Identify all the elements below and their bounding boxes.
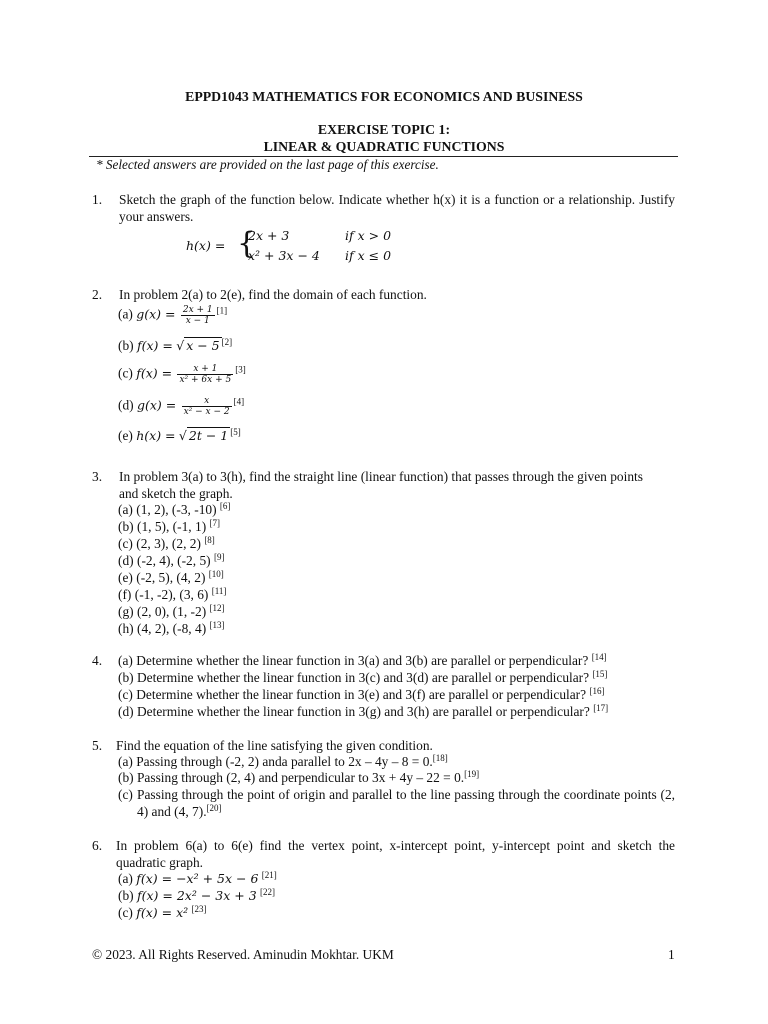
q6-item-text: f(x) = 2x² − 3x + 3 — [136, 888, 257, 903]
q6-item-label: (c) — [118, 905, 133, 920]
q3-item-text: (-2, 5), (4, 2) — [136, 570, 206, 585]
q5-text: Find the equation of the line satisfying the given condition. — [116, 738, 433, 753]
q3-item-text: (2, 3), (2, 2) — [136, 536, 201, 551]
q3-item-ref: [8] — [204, 535, 215, 545]
q2b-ref: [2] — [221, 337, 233, 347]
q1-text: Sketch the graph of the function below. Indicate whether h(x) it is a function or a relationship. Justify your answers. — [119, 192, 675, 224]
q5b-text: Passing through (2, 4) and perpendicular to 3x + 4y – 22 = 0. — [136, 770, 465, 785]
q4-item-ref: [14] — [591, 652, 607, 662]
q2e — [118, 428, 241, 445]
q1-case2-expr: x² + 3x − 4 — [248, 248, 320, 263]
q3-item — [118, 536, 215, 553]
q2a-ref: [1] — [216, 305, 228, 316]
q2b — [118, 338, 232, 355]
q2e-ref: [5] — [230, 427, 241, 437]
q5c-ref: [20] — [206, 802, 222, 813]
q2e-sqrt: √ 2t − 1 — [178, 428, 229, 443]
course-title: EPPD1043 MATHEMATICS FOR ECONOMICS AND BUSINESS — [185, 89, 583, 104]
q2a-fraction — [181, 305, 215, 326]
q4-item-ref: [16] — [589, 686, 605, 696]
q2c-denominator: x² + 6x + 5 — [179, 375, 232, 385]
q6-text: In problem 6(a) to 6(e) find the vertex point, x-intercept point, y-intercept point and sketch the quadratic graph. — [116, 838, 675, 870]
q3-item-ref: [11] — [211, 586, 227, 596]
q5a-label: (a) — [118, 754, 133, 769]
exercise-title: EXERCISE TOPIC 1: — [317, 122, 451, 137]
q3-item-label: (c) — [118, 536, 133, 551]
q2a-numerator: 2x + 1 — [182, 305, 213, 315]
q2a-denominator: x − 1 — [185, 316, 210, 326]
q4-item — [118, 653, 607, 670]
q3-item-ref: [9] — [213, 552, 225, 562]
q3-item — [118, 587, 226, 604]
q3-item — [118, 621, 225, 638]
q1-case1-cond: if x > 0 — [345, 228, 392, 243]
q5a-ref: [18] — [432, 753, 448, 763]
q2b-label: (b) — [118, 338, 134, 353]
q2d-denominator: x² − x − 2 — [183, 407, 230, 417]
q6-number: 6. — [92, 838, 103, 853]
q3-item — [118, 502, 230, 519]
q4-item-text: Determine whether the linear function in 3(a) and 3(b) are parallel or perpendicular? — [136, 653, 589, 668]
q3-item — [118, 553, 224, 570]
q4-item — [118, 704, 608, 721]
q3-text: In problem 3(a) to 3(h), find the straight line (linear function) that passes through the given points and sketch the graph. — [119, 469, 643, 501]
q3-item-label: (d) — [118, 553, 134, 568]
q4-item — [118, 670, 607, 687]
q2d-numerator: x — [182, 396, 232, 407]
q3-item-text: (1, 2), (-3, -10) — [136, 502, 217, 517]
q3-item-text: (-1, -2), (3, 6) — [134, 587, 209, 602]
q5a-text: Passing through (-2, 2) anda parallel to 2x – 4y – 8 = 0. — [136, 754, 433, 769]
q4-number: 4. — [92, 653, 103, 668]
q2c-numerator: x + 1 — [177, 364, 233, 375]
q6-item-ref: [22] — [260, 887, 276, 897]
q3-item-label: (b) — [118, 519, 134, 534]
q1-number: 1. — [92, 192, 103, 207]
q2c — [118, 364, 246, 385]
q2b-radicand: x − 5 — [186, 338, 220, 353]
q5a — [118, 754, 448, 771]
q3-item-label: (e) — [118, 570, 133, 585]
q4-item — [118, 687, 604, 704]
q3-number: 3. — [92, 469, 103, 484]
q6-item-label: (a) — [118, 871, 133, 886]
q6-item — [118, 905, 207, 922]
q4-item-text: Determine whether the linear function in 3(c) and 3(d) are parallel or perpendicular? — [136, 670, 590, 685]
answers-note: * Selected answers are provided on the last page of this exercise. — [96, 157, 439, 172]
q5c — [137, 787, 675, 820]
q3-item-ref: [6] — [219, 501, 231, 511]
q3-item-ref: [12] — [209, 603, 225, 613]
q4-item-ref: [17] — [593, 703, 609, 713]
q4-item-ref: [15] — [592, 669, 608, 679]
q5b-label: (b) — [118, 770, 134, 785]
q2c-fraction — [177, 364, 233, 385]
q4-item-text: Determine whether the linear function in 3(e) and 3(f) are parallel or perpendicular? — [136, 687, 587, 702]
q2b-sqrt: √ x − 5 — [176, 338, 220, 353]
q3-item-ref: [13] — [209, 620, 225, 630]
q3-item — [118, 604, 225, 621]
q4-item-label: (b) — [118, 670, 134, 685]
q3-item — [118, 570, 224, 587]
q3-item-text: (4, 2), (-8, 4) — [136, 621, 207, 636]
q6-item-ref: [23] — [191, 904, 207, 914]
q2-number: 2. — [92, 287, 103, 302]
q3-item-text: (-2, 4), (-2, 5) — [136, 553, 211, 568]
q4-item-label: (a) — [118, 653, 133, 668]
q2c-lhs: f(x) = — [136, 365, 173, 381]
q2a-lhs: g(x) = — [136, 306, 176, 322]
q1-case2-cond: if x ≤ 0 — [345, 248, 392, 263]
q2c-ref: [3] — [235, 364, 246, 375]
q3-item-ref: [7] — [209, 518, 221, 528]
q3-item-text: (1, 5), (-1, 1) — [136, 519, 207, 534]
q5c-label: (c) — [118, 787, 133, 802]
q2d — [118, 396, 244, 417]
q5c-text: Passing through the point of origin and parallel to the line passing through the coordinate points (2, 4) and (4, 7). — [137, 787, 675, 819]
q2d-ref: [4] — [233, 396, 245, 407]
q2e-lhs: h(x) = — [136, 428, 176, 443]
page-number: 1 — [668, 947, 675, 962]
q2-text: In problem 2(a) to 2(e), find the domain of each function. — [119, 287, 427, 302]
q3-item-label: (f) — [118, 587, 132, 602]
q2b-lhs: f(x) = — [136, 338, 173, 353]
q2d-label: (d) — [118, 397, 134, 413]
q1-brace: { — [237, 226, 257, 261]
q4-item-label: (d) — [118, 704, 134, 719]
q4-item-label: (c) — [118, 687, 133, 702]
q5b — [118, 770, 479, 787]
q6-item-text: f(x) = −x² + 5x − 6 — [136, 871, 259, 886]
q2a — [118, 305, 227, 326]
footer-copyright: © 2023. All Rights Reserved. Aminudin Mokhtar. UKM — [92, 947, 394, 962]
q3-item-ref: [10] — [208, 569, 224, 579]
q6-item-label: (b) — [118, 888, 134, 903]
q5-number: 5. — [92, 738, 103, 753]
q5b-ref: [19] — [464, 769, 480, 779]
q1-case1-expr: 2x + 3 — [248, 228, 290, 243]
q6-item-ref: [21] — [261, 870, 277, 880]
q4-item-text: Determine whether the linear function in 3(g) and 3(h) are parallel or perpendicular? — [136, 704, 590, 719]
q3-item-text: (2, 0), (1, -2) — [136, 604, 207, 619]
q6-item — [118, 888, 275, 905]
q3-item — [118, 519, 220, 536]
q3-item-label: (h) — [118, 621, 134, 636]
q6-item — [118, 871, 277, 888]
exercise-subtitle: LINEAR & QUADRATIC FUNCTIONS — [263, 139, 505, 154]
q3-item-label: (g) — [118, 604, 134, 619]
q2c-label: (c) — [118, 365, 133, 381]
q2e-label: (e) — [118, 428, 133, 443]
q2d-lhs: g(x) = — [136, 397, 177, 413]
q1-function-lhs: h(x) = — [186, 238, 226, 253]
q6-item-text: f(x) = x² — [136, 905, 189, 920]
q2e-radicand: 2t − 1 — [188, 428, 229, 443]
q2d-fraction — [182, 396, 232, 417]
q3-item-label: (a) — [118, 502, 133, 517]
q2a-label: (a) — [118, 306, 133, 322]
